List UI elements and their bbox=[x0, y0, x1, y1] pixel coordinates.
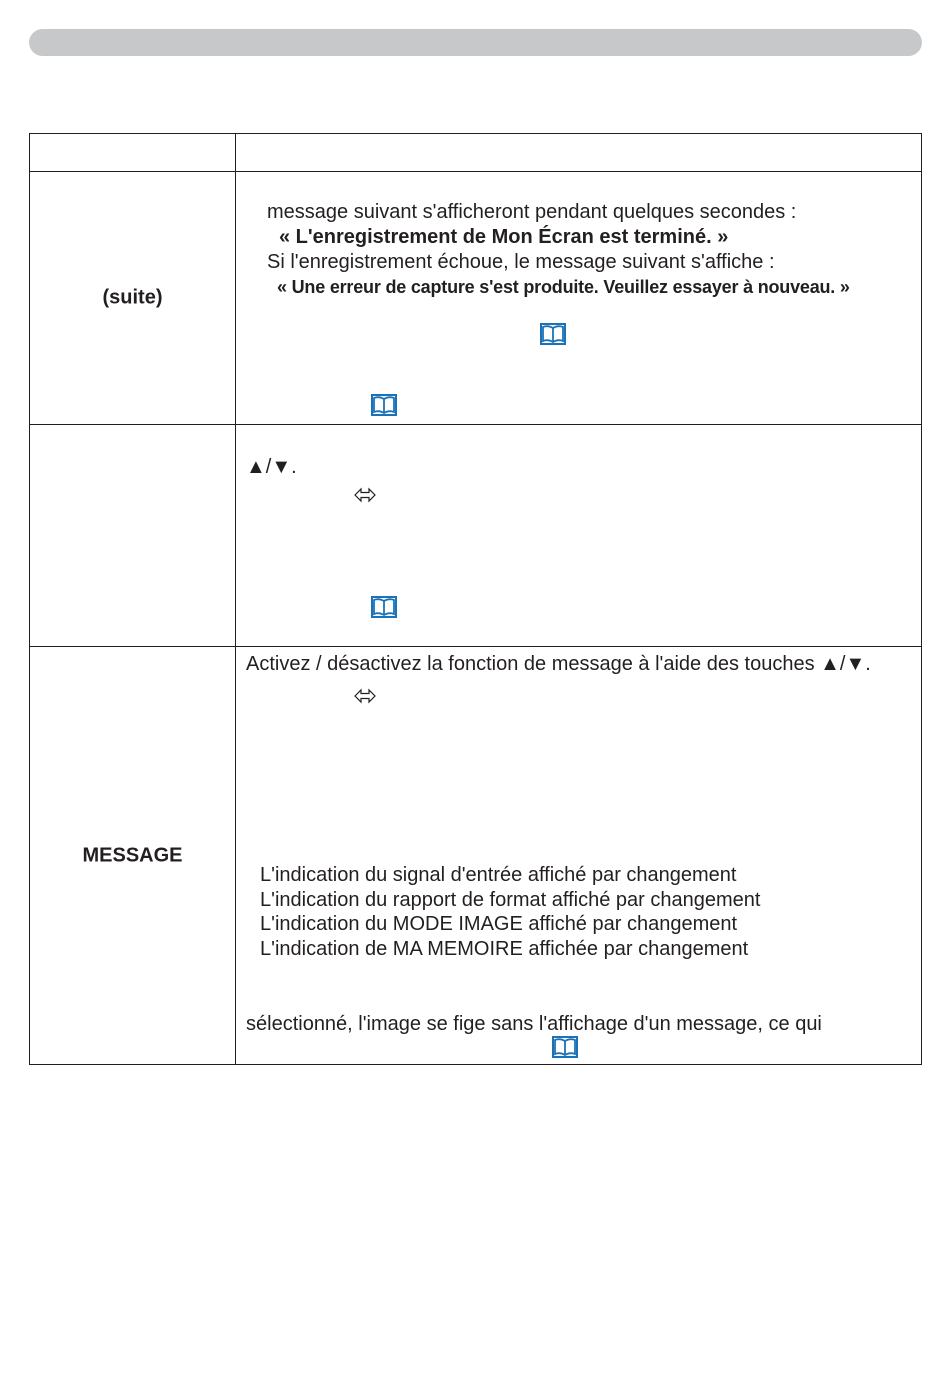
book-reference-icon[interactable] bbox=[371, 394, 397, 416]
book-reference-icon[interactable] bbox=[552, 1036, 578, 1058]
description-line: message suivant s'afficheront pendant quelques secondes : bbox=[267, 201, 797, 223]
description-cell bbox=[236, 172, 922, 425]
success-message: « L'enregistrement de Mon Écran est terminé. » bbox=[279, 226, 729, 248]
item-label-message: MESSAGE bbox=[82, 844, 183, 866]
list-item: L'indication de MA MEMOIRE affichée par changement bbox=[260, 938, 749, 960]
error-message: « Une erreur de capture s'est produite. Veuillez essayer à nouveau. » bbox=[277, 277, 850, 297]
table-row bbox=[30, 647, 922, 1065]
description-cell bbox=[236, 425, 922, 647]
header-description-cell bbox=[236, 134, 922, 172]
arrow-keys-text: ▲/▼. bbox=[246, 456, 297, 478]
list-item: L'indication du rapport de format affiché par changement bbox=[260, 889, 761, 911]
description-line: Activez / désactivez la fonction de message à l'aide des touches ▲/▼. bbox=[246, 653, 871, 675]
header-bar bbox=[29, 29, 922, 56]
item-cell bbox=[30, 647, 236, 1065]
description-line: sélectionné, l'image se fige sans l'affichage d'un message, ce qui bbox=[246, 1013, 822, 1035]
left-right-arrow-icon bbox=[354, 487, 376, 503]
description-cell bbox=[236, 647, 922, 1065]
book-reference-icon[interactable] bbox=[540, 323, 566, 345]
header-item-cell bbox=[30, 134, 236, 172]
description-line: Si l'enregistrement échoue, le message suivant s'affiche : bbox=[267, 251, 775, 273]
table-row bbox=[30, 425, 922, 647]
list-item: L'indication du MODE IMAGE affiché par changement bbox=[260, 913, 738, 935]
table-row bbox=[30, 172, 922, 425]
left-right-arrow-icon bbox=[354, 688, 376, 704]
item-label: (suite) bbox=[102, 286, 163, 309]
book-reference-icon[interactable] bbox=[371, 596, 397, 618]
table-header-row bbox=[30, 134, 922, 172]
item-cell bbox=[30, 425, 236, 647]
item-cell bbox=[30, 172, 236, 425]
settings-table bbox=[29, 133, 922, 1065]
list-item: L'indication du signal d'entrée affiché par changement bbox=[260, 864, 737, 886]
